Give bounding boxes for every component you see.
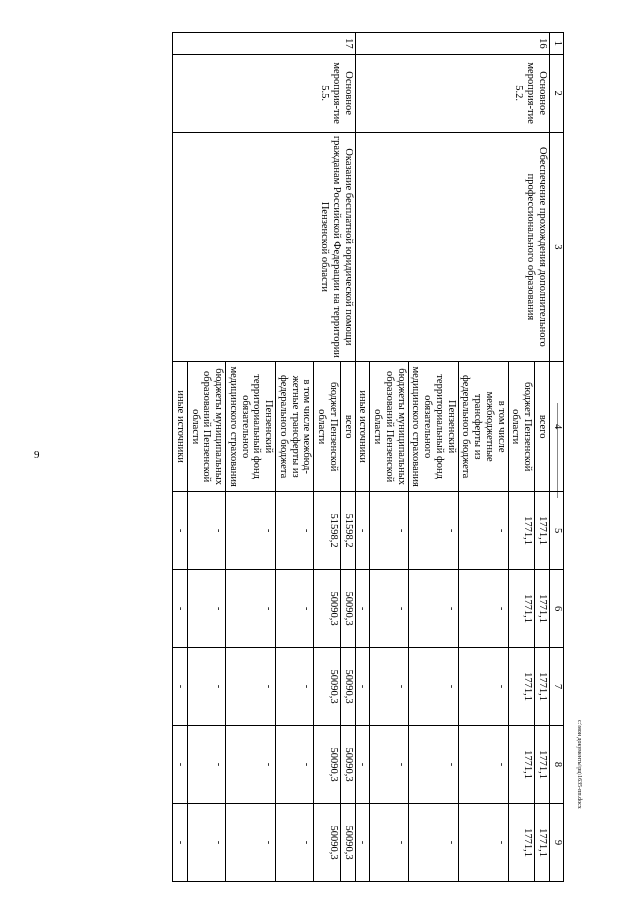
amount-value: 51598,2 [341,492,356,570]
amount-value: - [355,492,370,570]
amount-value: 1771,1 [535,648,550,726]
amount-value: 50090,3 [341,726,356,804]
amount-value: - [276,648,314,726]
amount-value: - [188,726,226,804]
amount-value: - [355,570,370,648]
rotated-table-container [59,32,564,882]
funding-source: всего [341,362,356,492]
row-number: 16 [355,33,549,55]
funding-source: иные источники [173,362,188,492]
footer-file-path: c:\мои документы\рц\1635-пп.docx [576,720,582,809]
column-number: 5 [550,492,564,570]
amount-value: - [173,492,188,570]
amount-value: - [188,492,226,570]
header-row [550,33,564,882]
amount-value: - [370,648,408,726]
amount-value: - [408,726,458,804]
amount-value: 50090,3 [314,648,341,726]
measure-name: Оказание бесплатной юридической помощи гражданам Российской Федерации на территории Пензенской области [173,132,356,362]
funding-source: бюджет Пензенской области [314,362,341,492]
funding-source: в том числе межбюджетные трансферты из федерального бюджета [458,362,508,492]
funding-source: иные источники [355,362,370,492]
amount-value: - [173,726,188,804]
amount-value: - [370,492,408,570]
amount-value: - [408,648,458,726]
amount-value: - [408,570,458,648]
amount-value: 1771,1 [535,804,550,882]
amount-value: - [226,804,276,882]
amount-value: 50090,3 [341,570,356,648]
measure-name: Обеспечение прохождения дополнительного профессионального образования [355,132,549,362]
amount-value: - [370,726,408,804]
table-row [535,33,550,882]
amount-value: 1771,1 [508,726,535,804]
amount-value: - [276,492,314,570]
amount-value: 51598,2 [314,492,341,570]
amount-value: 50090,3 [314,570,341,648]
amount-value: 50090,3 [314,726,341,804]
column-number: 2 [550,54,564,132]
budget-table [172,32,564,882]
column-number: 8 [550,726,564,804]
column-number: 3 [550,132,564,362]
amount-value: - [458,570,508,648]
amount-value: - [458,804,508,882]
amount-value: - [408,804,458,882]
amount-value: - [370,570,408,648]
amount-value: - [355,726,370,804]
amount-value: - [226,648,276,726]
funding-source: всего [535,362,550,492]
amount-value: 1771,1 [535,570,550,648]
amount-value: 1771,1 [508,804,535,882]
column-number: 1 [550,33,564,55]
amount-value: - [355,804,370,882]
amount-value: - [188,804,226,882]
row-number: 17 [173,33,356,55]
amount-value: - [458,726,508,804]
amount-value: 1771,1 [508,648,535,726]
column-number: 7 [550,648,564,726]
amount-value: - [458,492,508,570]
amount-value: - [370,804,408,882]
amount-value: - [226,726,276,804]
funding-source: Пензенский территориальный фонд обязательного медицинского страхования [408,362,458,492]
funding-source: бюджеты муниципальных образований Пензенской области [370,362,408,492]
amount-value: - [458,648,508,726]
funding-source: в том числе межбюд-жетные трансферты из федерального бюджета [276,362,314,492]
table-body [173,33,564,882]
measure-code: Основное мероприя-тие 5.5. [173,54,356,132]
amount-value: 1771,1 [508,570,535,648]
amount-value: - [173,804,188,882]
amount-value: - [276,804,314,882]
amount-value: - [173,648,188,726]
amount-value: - [226,570,276,648]
column-number: 4 [550,362,564,492]
column-number: 9 [550,804,564,882]
amount-value: - [188,648,226,726]
column-number: 6 [550,570,564,648]
amount-value: - [355,648,370,726]
amount-value: 50090,3 [314,804,341,882]
amount-value: 1771,1 [508,492,535,570]
funding-source: Пензенский территориальный фонд обязательного медицинского страхования [226,362,276,492]
amount-value: - [276,570,314,648]
amount-value: - [276,726,314,804]
funding-source: бюджет Пензенской области [508,362,535,492]
measure-code: Основное мероприя-тие 5.2. [355,54,549,132]
table-row [341,33,356,882]
amount-value: 50090,3 [341,648,356,726]
amount-value: - [226,492,276,570]
page-number: 9 [34,449,40,461]
amount-value: - [173,570,188,648]
amount-value: - [188,570,226,648]
amount-value: 1771,1 [535,492,550,570]
funding-source: бюджеты муниципальных образований Пензенской области [188,362,226,492]
amount-value: 1771,1 [535,726,550,804]
amount-value: - [408,492,458,570]
amount-value: 50090,3 [341,804,356,882]
